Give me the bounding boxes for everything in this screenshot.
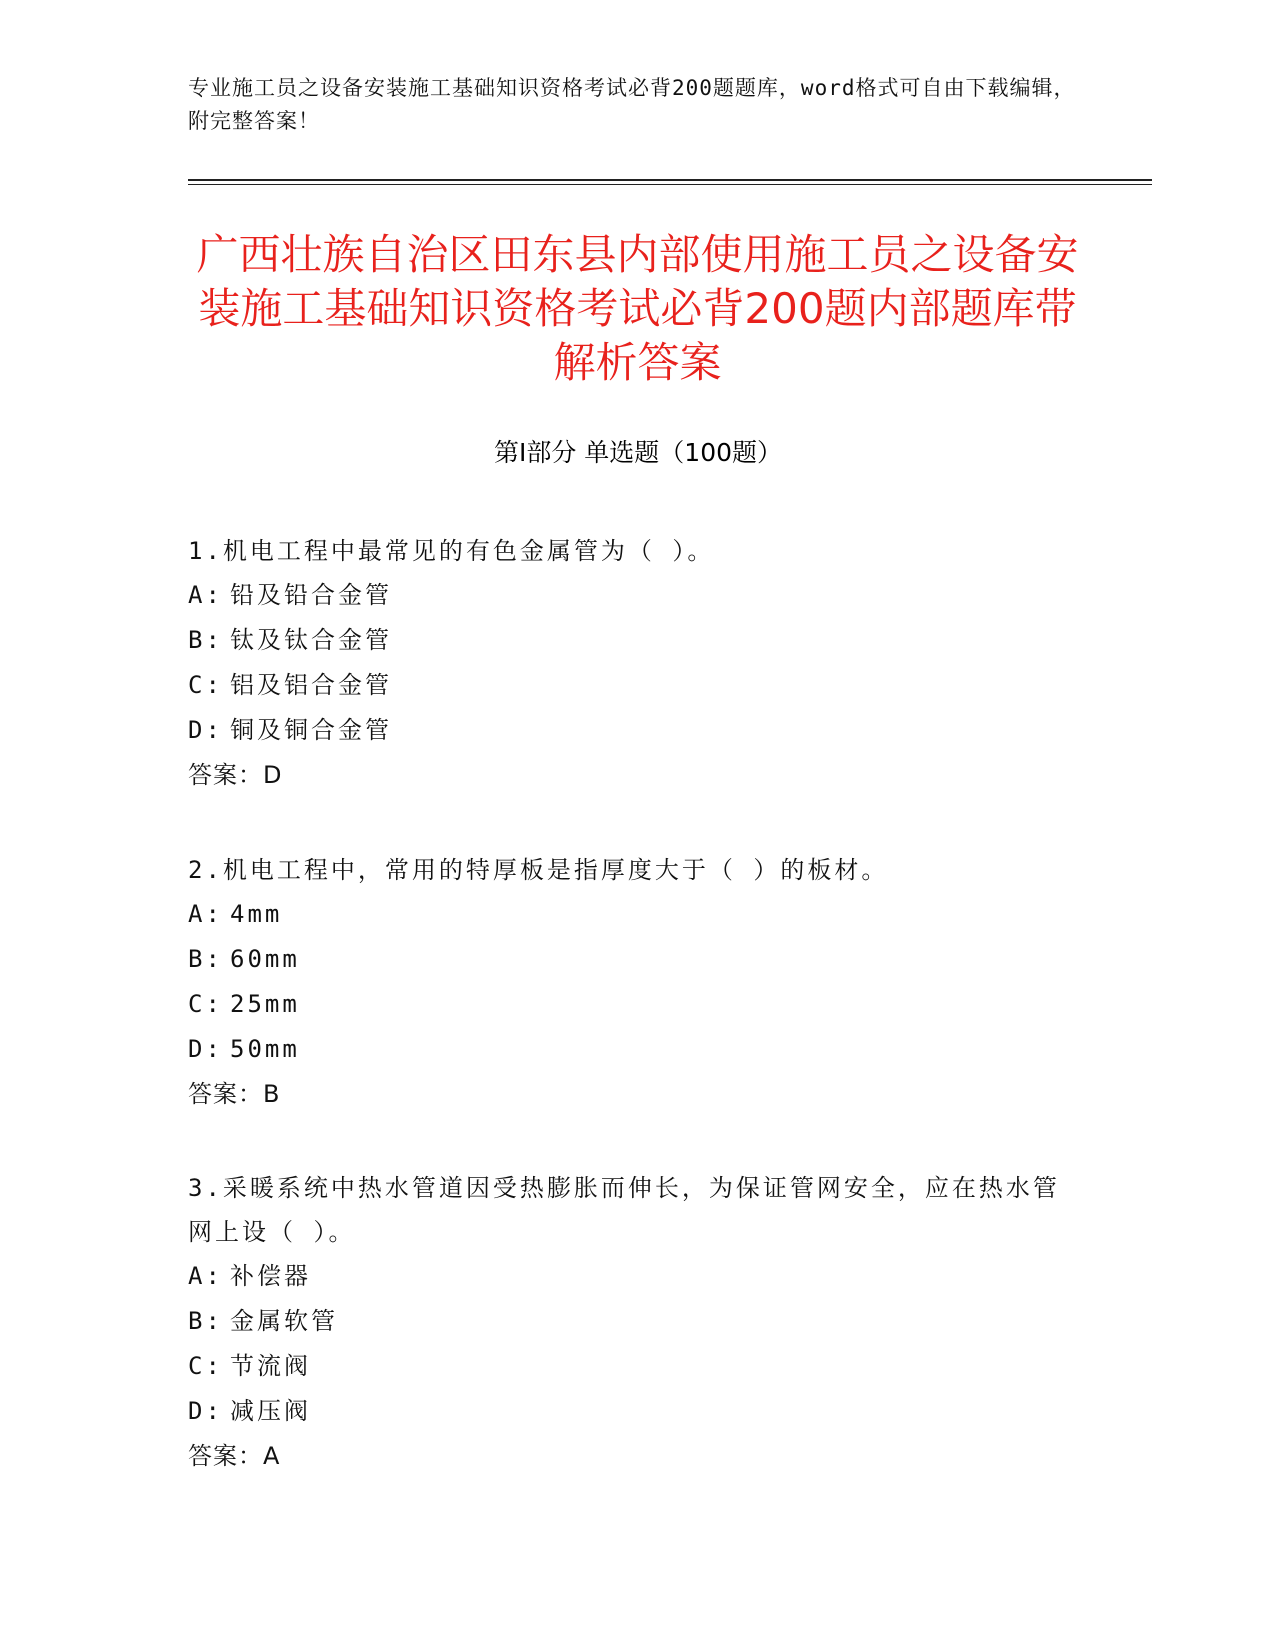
answer-value: D [263,761,283,789]
option-text: 25mm [230,990,300,1018]
header-divider-thick [188,179,1152,181]
option-text: 4mm [230,900,283,928]
option-text: 节流阀 [230,1352,311,1380]
question-stem: 3.采暖系统中热水管道因受热膨胀而伸长，为保证管网安全，应在热水管网上设（ ）。 [188,1174,1060,1246]
answer-label: 答案： [188,761,263,789]
option-letter: C: [188,671,223,699]
answer-value: B [263,1080,281,1108]
answer-line [188,753,1068,798]
option-c [188,1344,1068,1389]
answer-value: A [263,1442,281,1470]
answer-label: 答案： [188,1442,263,1470]
option-text: 金属软管 [230,1307,338,1335]
option-letter: C: [188,1352,223,1380]
option-letter: A: [188,900,223,928]
option-text: 钛及钛合金管 [230,626,392,654]
question-stem: 2.机电工程中，常用的特厚板是指厚度大于（ ）的板材。 [188,856,889,884]
option-text: 50mm [230,1035,300,1063]
header-divider-thin [188,184,1152,185]
document-title: 广西壮族自治区田东县内部使用施工员之设备安装施工基础知识资格考试必背200题内部题库带解析答案 [196,230,1079,387]
option-letter: D: [188,716,223,744]
option-text: 减压阀 [230,1397,311,1425]
option-d [188,1389,1068,1434]
answer-line [188,1434,1068,1479]
option-a [188,1254,1068,1299]
option-letter: B: [188,945,223,973]
option-c [188,982,1068,1027]
option-a [188,573,1068,618]
question-stem: 1.机电工程中最常见的有色金属管为（ ）。 [188,537,715,565]
option-text: 60mm [230,945,300,973]
option-letter: B: [188,626,223,654]
option-text: 铜及铜合金管 [230,716,392,744]
answer-label: 答案： [188,1080,263,1108]
option-text: 铝及铝合金管 [230,671,392,699]
option-d [188,1027,1068,1072]
option-letter: A: [188,581,223,609]
option-text: 铅及铅合金管 [230,581,392,609]
option-b [188,618,1068,663]
option-letter: D: [188,1397,223,1425]
option-b [188,937,1068,982]
option-c [188,663,1068,708]
option-letter: C: [188,990,223,1018]
option-d [188,708,1068,753]
question-block [188,848,1068,1117]
option-b [188,1299,1068,1344]
option-letter: A: [188,1262,223,1290]
question-block [188,1166,1068,1479]
option-letter: B: [188,1307,223,1335]
answer-line [188,1072,1068,1117]
option-text: 补偿器 [230,1262,311,1290]
header-note: 专业施工员之设备安装施工基础知识资格考试必背200题题库，word格式可自由下载编辑，附完整答案！ [188,76,1076,133]
section-heading: 第Ⅰ部分 单选题（100题） [493,438,783,467]
question-block [188,529,1068,798]
option-letter: D: [188,1035,223,1063]
option-a [188,892,1068,937]
